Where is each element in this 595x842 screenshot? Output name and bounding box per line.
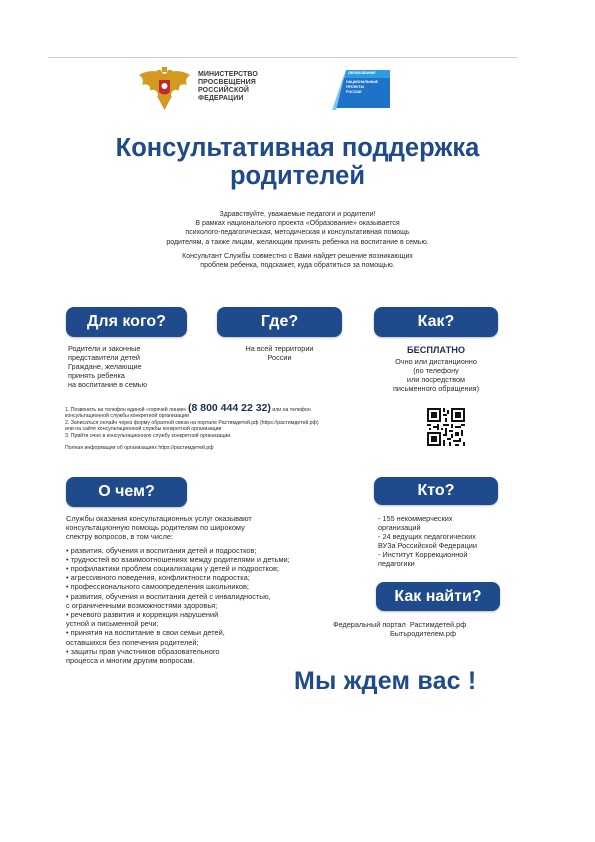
ministry-name (198, 71, 258, 103)
np-logo-line: ПРОЕКТЫ (346, 85, 365, 89)
who-text (378, 514, 508, 568)
qr-code-icon (427, 408, 465, 446)
text-line: Граждане, желающие (68, 362, 142, 371)
closing-slogan: Мы ждем вас ! (294, 667, 477, 695)
double-headed-eagle-emblem-icon (137, 66, 192, 112)
intro-line: Здравствуйте, уважаемые педагоги и родители! (219, 211, 376, 218)
what-heading: О чем? (66, 477, 187, 507)
where-heading: Где? (217, 307, 342, 337)
list-item: оставшихся без попечения родителей; (66, 637, 199, 647)
title-line: Консультативная поддержка (115, 134, 480, 162)
text-line: Очно или дистанционно (395, 357, 477, 366)
who-heading: Кто? (374, 477, 498, 505)
intro-line: Консультант Службы совместно с Вами найдет решение возникающих (182, 252, 413, 260)
full-info-link[interactable]: Полная информация об организациях https://растимдетей.рф (65, 445, 214, 452)
how-text (374, 357, 498, 393)
hotline-phone[interactable]: (8 800 444 22 32) (187, 402, 271, 414)
list-item: • профессионального самоопределения школьников; (66, 582, 249, 592)
text-line: представители детей (68, 353, 140, 362)
text-line: На всей территории (245, 344, 314, 353)
services-list (66, 514, 366, 665)
text-line: на воспитание в семью (68, 380, 148, 389)
for-whom-text (68, 344, 198, 389)
intro-line: проблем ребенка, подскажет, куда обратиться за помощью. (200, 262, 395, 270)
list-item: • принятия на воспитание в свои семьи детей, (66, 628, 225, 638)
text-line: педагогики (378, 559, 415, 568)
ministry-line: МИНИСТЕРСТВО (198, 71, 258, 78)
list-item: • речевого развития и коррекция нарушений (66, 610, 219, 620)
text-line: России (267, 353, 292, 362)
step-2: 2. Записаться онлайн через форму обратной связи на портале Растимдетей.рф (https://растимдетей.рф) (65, 419, 319, 426)
find-heading: Как найти? (376, 582, 500, 611)
ministry-line: ФЕДЕРАЦИИ (198, 95, 244, 102)
portal-link-bytroditelem[interactable]: Бытьродителем.рф (390, 629, 456, 638)
list-item: • агрессивного поведения, конфликтности подростка; (66, 573, 250, 583)
list-item: • развития, обучения и воспитания детей с инвалидностью, (66, 591, 271, 601)
intro-text (80, 210, 515, 270)
list-item: процесса и многим другим вопросам. (66, 656, 195, 666)
find-text (333, 620, 503, 638)
intro-paragraph (80, 210, 515, 247)
how-heading: Как? (374, 307, 498, 337)
contact-steps (65, 402, 395, 452)
text-line: организаций (378, 523, 421, 532)
text-line: Родители и законные (68, 344, 141, 353)
text-line: - 155 некоммерческих (378, 514, 453, 523)
list-item: • защиты прав участников образовательного (66, 646, 220, 656)
free-label: БЕСПЛАТНО (407, 345, 465, 355)
np-logo-line: ОБРАЗОВАНИЕ (348, 71, 376, 75)
step-1-line-2: консультационной службы конкретной организации (65, 413, 189, 420)
text-line: принять ребенка (68, 371, 125, 380)
services-intro-line: Службы оказания консультационных услуг оказывают (66, 514, 252, 523)
portal-link-rastimdetey[interactable]: Растимдетей.рф (409, 620, 467, 629)
top-divider (48, 57, 518, 58)
list-item: • профилактики проблем социализации у детей и подростков; (66, 564, 279, 574)
text-line: или посредством (406, 375, 466, 384)
services-intro-line: спектру вопросов, в том числе: (66, 532, 174, 542)
text-line: письменного обращения) (392, 384, 480, 393)
for-whom-heading: Для кого? (66, 307, 187, 337)
np-logo-line: РОССИИ (346, 90, 362, 94)
list-item: устной и письменной речи; (66, 619, 159, 629)
step-3: 3. Прийти очно в консультационную службу конкретной организации. (65, 432, 232, 439)
ministry-line: ПРОСВЕЩЕНИЯ (198, 79, 256, 86)
ministry-line: РОССИЙСКОЙ (198, 87, 249, 94)
intro-line: родителям, а также лицам, желающим принять ребенка на воспитание в семью. (166, 238, 429, 246)
national-projects-logo (332, 66, 390, 110)
intro-paragraph (80, 252, 515, 270)
portal-label: Федеральный портал (333, 620, 406, 629)
np-logo-line: НАЦИОНАЛЬНЫЕ (346, 80, 379, 84)
text-line: - Институт Коррекционной (378, 550, 468, 559)
title-line: родителей (229, 162, 366, 190)
services-intro-line: консультационную помощь родителям по широкому (66, 523, 245, 533)
intro-line: В рамках национального проекта «Образование» оказывается (195, 220, 400, 228)
text-line: (по телефону (413, 366, 459, 375)
step-1-text: 1. Позвонить на телефон единой «горячей линии» (65, 407, 187, 413)
list-item: • трудностей во взаимоотношениях между родителями и детьми; (66, 554, 290, 564)
list-item: с ограниченными возможностями здоровья; (66, 600, 218, 610)
step-1-suffix: или на телефон (272, 407, 311, 413)
list-item: • развития, обучения и воспитания детей и подростков; (66, 545, 257, 555)
intro-line: психолого-педагогическая, методическая и консультативная помощь (185, 229, 410, 237)
step-2-line-2: или на сайте консультационной службы конкретной организации (65, 426, 222, 433)
where-text (217, 344, 342, 362)
text-line: ВУЗа Российской Федерации (378, 541, 477, 550)
text-line: - 24 ведущих педагогических (378, 532, 476, 541)
page-title (0, 134, 595, 190)
